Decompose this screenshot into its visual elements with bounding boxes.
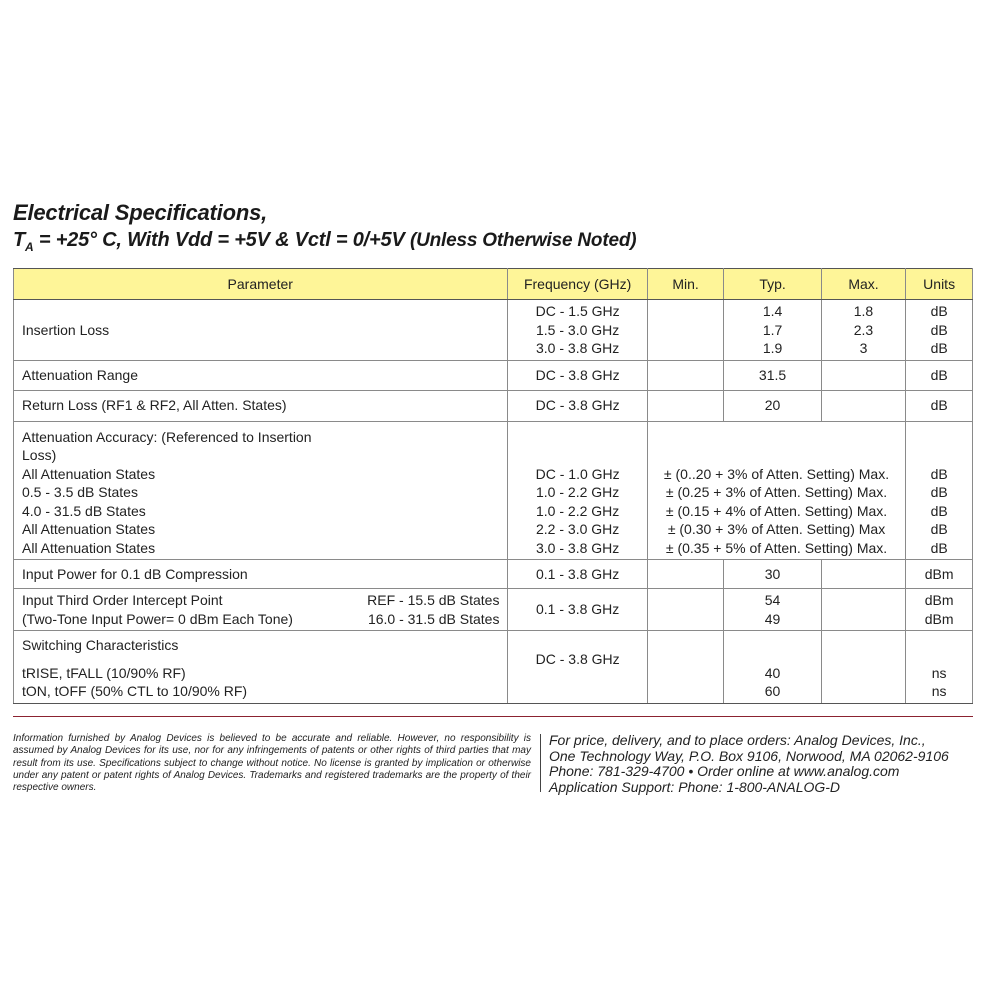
table-header-row	[14, 269, 973, 300]
units-value: dBm	[924, 610, 954, 627]
header-frequency: Frequency (GHz)	[508, 269, 647, 300]
state-label: 0.5 - 3.5 dB States	[22, 484, 138, 500]
param-cell	[14, 300, 508, 361]
param-cell	[14, 589, 508, 631]
table-row	[14, 360, 973, 390]
max-value: 2.3	[853, 321, 874, 338]
state-label: 4.0 - 31.5 dB States	[22, 502, 146, 519]
footer-divider	[13, 716, 973, 717]
max-cell	[821, 560, 906, 589]
table-row	[14, 560, 973, 589]
units-cell	[906, 589, 973, 631]
units-value: dBm	[906, 560, 973, 589]
freq-value: 3.0 - 3.8 GHz	[536, 340, 620, 356]
typ-value: 31.5	[724, 360, 821, 390]
conditions-text: = +25° C, With Vdd = +5V & Vctl = 0/+5V	[33, 229, 405, 251]
electrical-specs-table	[13, 268, 973, 704]
typ-value: 54	[764, 592, 781, 608]
min-cell	[647, 390, 724, 421]
max-cell	[821, 300, 906, 361]
units-value: dBm	[924, 592, 954, 608]
param-label: Return Loss (RF1 & RF2, All Atten. States)	[14, 390, 508, 421]
freq-value: 2.2 - 3.0 GHz	[536, 521, 620, 537]
temp-symbol: T	[13, 229, 26, 251]
typ-value: 60	[764, 683, 781, 699]
units-value: dB	[930, 340, 948, 356]
param-label: Input Third Order Intercept Point	[22, 592, 223, 608]
freq-value: 1.0 - 2.2 GHz	[536, 502, 620, 519]
accuracy-spec: ± (0.30 + 3% of Atten. Setting) Max	[667, 521, 886, 537]
min-cell	[647, 589, 724, 631]
header-max: Max.	[821, 269, 906, 300]
footer-separator	[540, 734, 541, 792]
param-cell	[14, 421, 508, 560]
max-value: 1.8	[853, 303, 874, 319]
typ-value: 40	[764, 664, 781, 681]
freq-value: DC - 3.8 GHz	[508, 360, 647, 390]
min-cell	[647, 560, 724, 589]
freq-value: 3.0 - 3.8 GHz	[536, 539, 620, 556]
state-label: All Attenuation States	[22, 465, 156, 482]
spacer	[22, 655, 507, 664]
min-cell	[647, 631, 724, 704]
typ-value: 1.9	[762, 340, 783, 356]
units-value: dB	[930, 303, 948, 319]
freq-value: DC - 3.8 GHz	[508, 390, 647, 421]
typ-cell	[724, 631, 821, 704]
min-cell	[647, 300, 724, 361]
freq-value: 0.1 - 3.8 GHz	[508, 560, 647, 589]
contact-line: Phone: 781-329-4700 • Order online at www.analog.com	[549, 763, 900, 779]
freq-value: DC - 1.5 GHz	[535, 303, 620, 319]
temp-subscript: A	[25, 240, 34, 254]
units-value: dB	[906, 390, 973, 421]
param-label: Attenuation Range	[14, 360, 508, 390]
param-line	[22, 610, 507, 629]
disclaimer-text: Information furnished by Analog Devices is believed to be accurate and reliable. However, no responsibility is assumed by Analog Devices for its use, nor for any infringements of patents or other rights of third parties that may result from its use. Specifications subject to change without notice. No license is granted by implication or otherwise under any patent or patent rights of Analog Devices. Trademarks and registered trademarks are the property of their respective owners.	[13, 733, 531, 794]
min-cell	[647, 360, 724, 390]
max-cell	[821, 631, 906, 704]
param-cell	[14, 631, 508, 704]
units-value: ns	[931, 683, 947, 699]
page-title: Electrical Specifications,	[13, 200, 268, 225]
header-min: Min.	[647, 269, 724, 300]
contact-line: One Technology Way, P.O. Box 9106, Norwood, MA 02062-9106	[549, 747, 949, 764]
typ-value: 1.4	[762, 303, 783, 319]
max-cell	[821, 589, 906, 631]
typ-value: 49	[764, 610, 781, 627]
param-label: Input Power for 0.1 dB Compression	[14, 560, 508, 589]
units-cell	[906, 421, 973, 560]
header-parameter: Parameter	[14, 269, 508, 300]
typ-cell	[724, 300, 821, 361]
header-typ: Typ.	[724, 269, 821, 300]
typ-value: 30	[724, 560, 821, 589]
param-label: Loss)	[22, 447, 57, 463]
table-row	[14, 300, 973, 361]
max-value: 3	[859, 340, 868, 356]
state-label: All Attenuation States	[22, 521, 156, 537]
param-label: Insertion Loss	[22, 321, 110, 338]
conditions-subtitle	[13, 229, 636, 254]
units-value: dB	[930, 321, 948, 338]
freq-value: DC - 3.8 GHz	[508, 631, 647, 704]
units-value: ns	[931, 664, 947, 681]
freq-cell	[508, 421, 647, 560]
table-row	[14, 631, 973, 704]
contact-info	[549, 733, 949, 795]
state-label: 16.0 - 31.5 dB States	[367, 610, 500, 627]
units-value: dB	[930, 521, 948, 537]
freq-value: 0.1 - 3.8 GHz	[508, 589, 647, 631]
max-cell	[821, 360, 906, 390]
typ-cell	[724, 589, 821, 631]
freq-cell	[508, 300, 647, 361]
units-value: dB	[930, 465, 948, 482]
units-cell	[906, 300, 973, 361]
param-label: tON, tOFF (50% CTL to 10/90% RF)	[22, 683, 248, 699]
param-label: Switching Characteristics	[22, 637, 179, 653]
accuracy-spec-cell	[647, 421, 905, 560]
accuracy-spec: ± (0.15 + 4% of Atten. Setting) Max.	[665, 502, 888, 519]
header-units: Units	[906, 269, 973, 300]
typ-value: 1.7	[762, 321, 783, 338]
max-cell	[821, 390, 906, 421]
state-label: REF - 15.5 dB States	[367, 592, 500, 608]
accuracy-spec: ± (0.25 + 3% of Atten. Setting) Max.	[665, 484, 888, 500]
freq-value: DC - 1.0 GHz	[535, 465, 620, 482]
units-cell	[906, 631, 973, 704]
param-label: (Two-Tone Input Power= 0 dBm Each Tone)	[22, 610, 293, 627]
param-line	[22, 591, 507, 610]
contact-line: Application Support: Phone: 1-800-ANALOG-D	[549, 778, 841, 795]
param-label: Attenuation Accuracy: (Referenced to Insertion	[22, 428, 312, 445]
accuracy-spec: ± (0.35 + 5% of Atten. Setting) Max.	[665, 539, 888, 556]
table-row	[14, 589, 973, 631]
typ-value: 20	[724, 390, 821, 421]
freq-value: 1.0 - 2.2 GHz	[536, 484, 620, 500]
table-row	[14, 390, 973, 421]
accuracy-spec: ± (0..20 + 3% of Atten. Setting) Max.	[663, 465, 890, 482]
freq-value: 1.5 - 3.0 GHz	[536, 321, 620, 338]
units-value: dB	[906, 360, 973, 390]
contact-line: For price, delivery, and to place orders: Analog Devices, Inc.,	[549, 732, 926, 748]
param-label: tRISE, tFALL (10/90% RF)	[22, 664, 186, 681]
units-value: dB	[930, 539, 948, 556]
state-label: All Attenuation States	[22, 539, 156, 556]
units-value: dB	[930, 502, 948, 519]
conditions-note: (Unless Otherwise Noted)	[409, 230, 637, 251]
table-row	[14, 421, 973, 560]
units-value: dB	[930, 484, 948, 500]
